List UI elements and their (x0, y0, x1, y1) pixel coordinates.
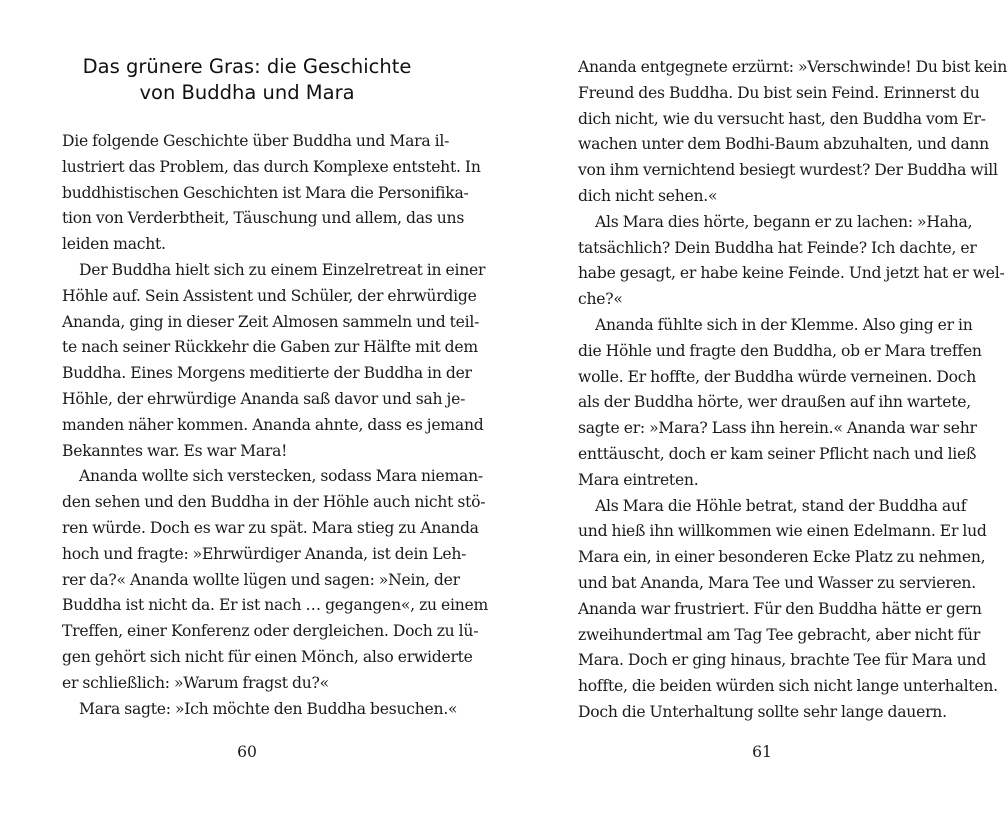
text-line: sagte er: »Mara? Lass ihn herein.« Ananda war sehr (578, 419, 977, 438)
text-line: Freund des Buddha. Du bist sein Feind. Erinnerst du (578, 83, 980, 102)
page-number: 61 (752, 743, 772, 761)
text-line: von ihm vernichtend besiegt wurdest? Der Buddha will (578, 161, 998, 180)
text-line: Die folgende Geschichte über Buddha und Mara il- (62, 132, 450, 150)
chapter-title (62, 54, 432, 106)
text-line: buddhistischen Geschichten ist Mara die Personifika- (62, 183, 469, 202)
text-line: Mara sagte: »Ich möchte den Buddha besuchen.« (79, 699, 458, 718)
text-line: hoch und fragte: »Ehrwürdiger Ananda, ist dein Leh- (62, 544, 467, 563)
text-line: Höhle, der ehrwürdige Ananda saß davor und sah je- (62, 389, 466, 408)
text-line: lustriert das Problem, das durch Komplexe entsteht. In (62, 157, 481, 176)
text-line: Mara. Doch er ging hinaus, brachte Tee für Mara und (578, 651, 987, 670)
text-line: enttäuscht, doch er kam seiner Pflicht nach und ließ (578, 444, 977, 463)
text-line: Höhle auf. Sein Assistent und Schüler, der ehrwürdige (62, 286, 477, 305)
chapter-title-line: von Buddha und Mara (139, 81, 355, 104)
text-line: Buddha ist nicht da. Er ist nach … gegangen«, zu einem (62, 596, 489, 615)
text-line: dich nicht, wie du versucht hast, den Buddha vom Er- (578, 109, 986, 128)
chapter-title-line: Das grünere Gras: die Geschichte (82, 55, 412, 78)
text-line: tatsächlich? Dein Buddha hat Feinde? Ich dachte, er (578, 238, 977, 257)
text-line: als der Buddha hörte, wer draußen auf ihn wartete, (578, 393, 971, 412)
text-line: zweihundertmal am Tag Tee gebracht, aber nicht für (578, 625, 981, 644)
text-line: wachen unter dem Bodhi-Baum abzuhalten, und dann (578, 135, 989, 154)
text-line: und hieß ihn willkommen wie einen Edelmann. Er lud (578, 522, 987, 541)
text-line: wolle. Er hoffte, der Buddha würde verneinen. Doch (578, 367, 977, 386)
right-page (504, 0, 1008, 827)
text-line: hoffte, die beiden würden sich nicht lange unterhalten. (578, 677, 998, 696)
text-line: Buddha. Eines Morgens meditierte der Buddha in der (62, 364, 472, 383)
text-line: che?« (578, 290, 623, 309)
text-line: Ananda entgegnete erzürnt: »Verschwinde! Du bist kein (578, 58, 1008, 76)
text-line: und bat Ananda, Mara Tee und Wasser zu servieren. (578, 573, 976, 592)
text-line: Der Buddha hielt sich zu einem Einzelretreat in einer (79, 260, 486, 279)
text-line: tion von Verderbtheit, Täuschung und allem, das uns (62, 209, 465, 228)
text-line: den sehen und den Buddha in der Höhle auch nicht stö- (62, 493, 486, 512)
page-number: 60 (237, 743, 257, 761)
text-line: die Höhle und fragte den Buddha, ob er Mara treffen (578, 341, 982, 360)
text-line: te nach seiner Rückkehr die Gaben zur Hälfte mit dem (62, 338, 478, 357)
text-line: rer da?« Ananda wollte lügen und sagen: »Nein, der (62, 570, 460, 589)
text-line: gen gehört sich nicht für einen Mönch, also erwiderte (62, 647, 473, 666)
left-page-body-text (62, 129, 489, 722)
text-line: Ananda war frustriert. Für den Buddha hätte er gern (578, 599, 982, 618)
text-line: Mara ein, in einer besonderen Ecke Platz zu nehmen, (578, 548, 986, 567)
text-line: habe gesagt, er habe keine Feinde. Und jetzt hat er wel- (578, 264, 1005, 283)
text-line: leiden macht. (62, 235, 166, 254)
text-line: Doch die Unterhaltung sollte sehr lange dauern. (578, 702, 947, 721)
right-page-body-text (578, 55, 1008, 726)
text-line: dich nicht sehen.« (578, 186, 718, 205)
text-line: er schließlich: »Warum fragst du?« (62, 673, 329, 692)
text-line: Mara eintreten. (578, 470, 699, 489)
text-line: Ananda fühlte sich in der Klemme. Also ging er in (595, 315, 973, 334)
text-line: Als Mara die Höhle betrat, stand der Buddha auf (595, 496, 967, 515)
text-line: Ananda wollte sich verstecken, sodass Mara nieman- (79, 467, 483, 486)
text-line: Ananda, ging in dieser Zeit Almosen sammeln und teil- (62, 312, 480, 331)
text-line: Treffen, einer Konferenz oder dergleichen. Doch zu lü- (62, 622, 479, 641)
text-line: manden näher kommen. Ananda ahnte, dass es jemand (62, 415, 484, 434)
text-line: Als Mara dies hörte, begann er zu lachen: »Haha, (595, 212, 973, 231)
text-line: Bekanntes war. Es war Mara! (62, 441, 288, 460)
text-line: ren würde. Doch es war zu spät. Mara stieg zu Ananda (62, 518, 479, 537)
